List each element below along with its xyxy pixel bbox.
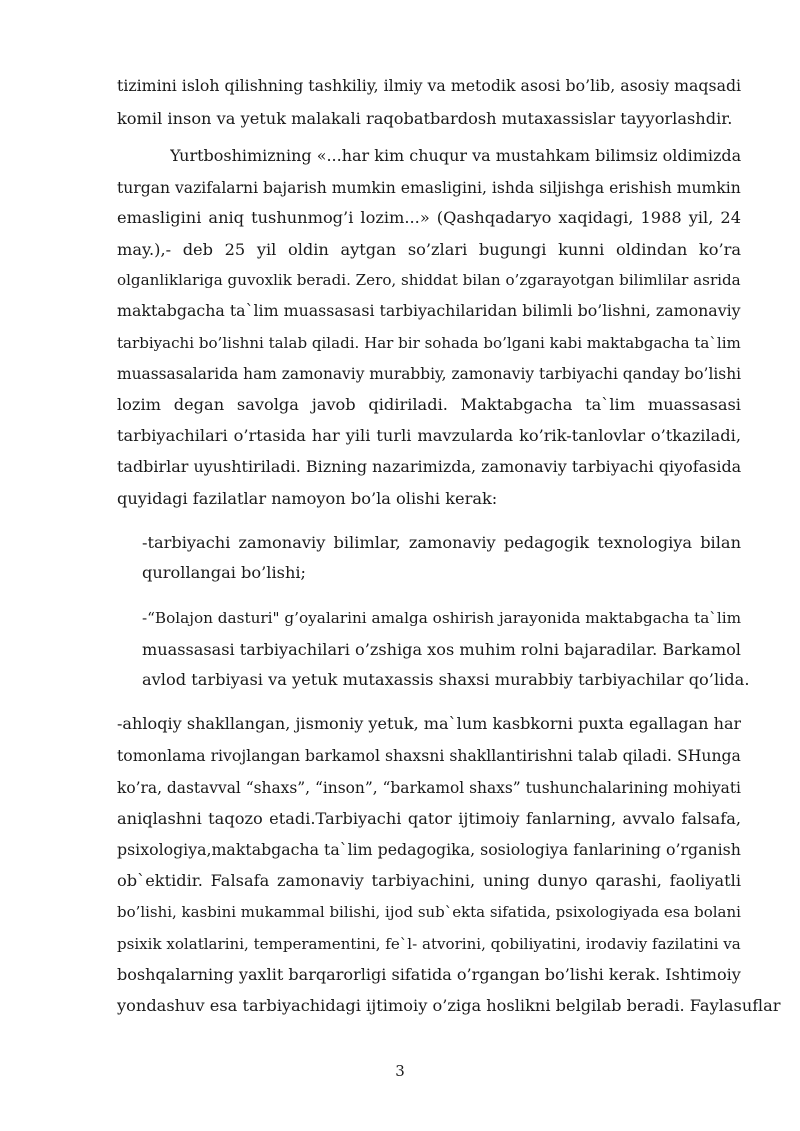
text-line: emasligini aniq tushunmog’i lozim...» (Qashqadaryo xaqidagi, 1988 yil, 24 <box>117 208 741 227</box>
text-line: ko’ra, dastavval “shaxs”, “inson”, “barkamol shaxs” tushunchalarining mohiyati <box>117 779 741 797</box>
text-line: turgan vazifalarni bajarish mumkin emasligini, ishda siljishga erishish mumkin <box>117 179 741 197</box>
text-line: may.),- deb 25 yil oldin aytgan so’zlari bugungi kunni oldindan ko’ra <box>117 240 741 259</box>
text-line: boshqalarning yaxlit barqarorligi sifatida o’rgangan bo’lishi kerak. Ishtimoiy <box>117 965 741 984</box>
text-line: quyidagi fazilatlar namoyon bo’la olishi kerak: <box>117 489 498 508</box>
text-line: avlod tarbiyasi va yetuk mutaxassis shaxsi murabbiy tarbiyachilar qo’lida. <box>142 670 750 689</box>
text-line: tarbiyachi bo’lishni talab qiladi. Har bir sohada bo’lgani kabi maktabgacha ta`lim <box>117 334 741 352</box>
text-line: psixik xolatlarini, temperamentini, fe`l- atvorini, qobiliyatini, irodaviy fazilatini va <box>117 935 741 953</box>
text-line: -ahloqiy shakllangan, jismoniy yetuk, ma`lum kasbkorni puxta egallagan har <box>117 714 741 733</box>
text-line: -tarbiyachi zamonaviy bilimlar, zamonaviy pedagogik texnologiya bilan <box>142 533 741 552</box>
text-line: tarbiyachilari o’rtasida har yili turli mavzularda ko’rik-tanlovlar o’tkaziladi, <box>117 426 741 445</box>
text-line: muassasasi tarbiyachilari o’zshiga xos muhim rolni bajaradilar. Barkamol <box>142 640 741 659</box>
text-line: komil inson va yetuk malakali raqobatbardosh mutaxassislar tayyorlashdir. <box>117 109 733 128</box>
text-line: tizimini isloh qilishning tashkiliy, ilmiy va metodik asosi bo’lib, asosiy maqsadi <box>117 76 741 95</box>
text-line: lozim degan savolga javob qidiriladi. Maktabgacha ta`lim muassasasi <box>117 395 741 414</box>
page-number: 3 <box>395 1062 405 1080</box>
text-line: muassasalarida ham zamonaviy murabbiy, zamonaviy tarbiyachi qanday bo’lishi <box>117 365 741 383</box>
text-line: tadbirlar uyushtiriladi. Bizning nazarimizda, zamonaviy tarbiyachi qiyofasida <box>117 457 741 476</box>
text-line: Yurtboshimizning «...har kim chuqur va mustahkam bilimsiz oldimizda <box>170 146 741 165</box>
text-line: ob`ektidir. Falsafa zamonaviy tarbiyachini, uning dunyo qarashi, faoliyatli <box>117 871 741 890</box>
text-line: aniqlashni taqozo etadi.Tarbiyachi qator ijtimoiy fanlarning, avvalo falsafa, <box>117 809 741 828</box>
text-line: maktabgacha ta`lim muassasasi tarbiyachilaridan bilimli bo’lishni, zamonaviy <box>117 301 741 320</box>
text-line: yondashuv esa tarbiyachidagi ijtimoiy o’ziga hoslikni belgilab beradi. Faylasuflar <box>117 996 781 1015</box>
text-line: tomonlama rivojlangan barkamol shaxsni shakllantirishni talab qiladi. SHunga <box>117 746 741 765</box>
text-line: bo’lishi, kasbini mukammal bilishi, ijod sub`ekta sifatida, psixologiyada esa bolani <box>117 903 741 921</box>
text-line: olganliklariga guvoxlik beradi. Zero, shiddat bilan o’zgarayotgan bilimlilar asrida <box>117 271 741 289</box>
text-line: qurollangai bo’lishi; <box>142 563 307 582</box>
text-line: psixologiya,maktabgacha ta`lim pedagogika, sosiologiya fanlarining o’rganish <box>117 840 741 859</box>
text-line: -“Bolajon dasturi" g’oyalarini amalga oshirish jarayonida maktabgacha ta`lim <box>142 609 741 627</box>
